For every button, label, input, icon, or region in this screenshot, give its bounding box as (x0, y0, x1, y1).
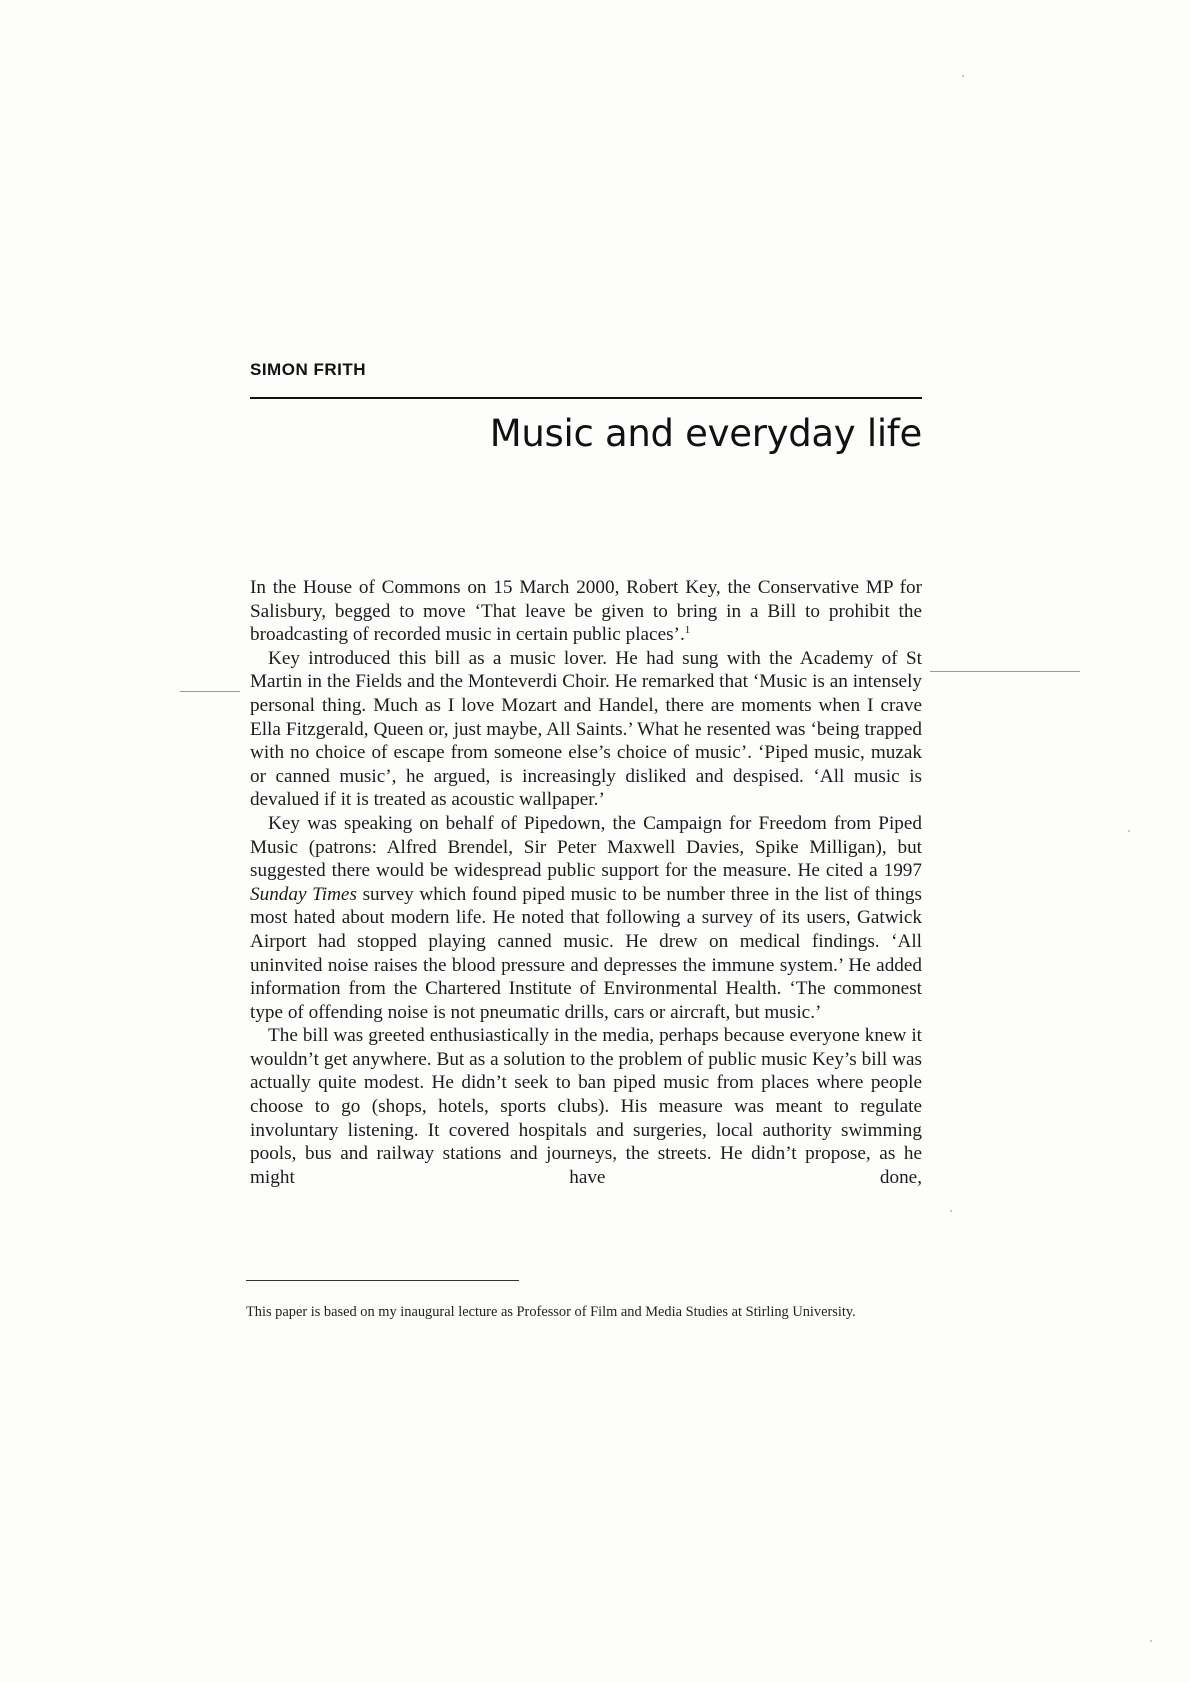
scan-speck (1128, 830, 1130, 832)
footnote-rule (246, 1280, 519, 1281)
paragraph-4: The bill was greeted enthusiastically in the media, perhaps because everyone knew it wouldn’t get anywhere. But as a solution to the problem of public music Key’s bill was actually quite modest. He didn’t seek to ban piped music from places where people choose to go (shops, hotels, sports clubs). His measure was meant to regulate involuntary listening. It covered hospitals and surgeries, local authority swimming pools, bus and railway stations and journeys, the streets. He didn’t propose, as he might have done, (250, 1025, 922, 1188)
paragraph-1-text: In the House of Commons on 15 March 2000, Robert Key, the Conservative MP for Salisbury, begged to move ‘That leave be given to bring in a Bill to prohibit the broadcasting of recorded music in certain public places’. (250, 577, 922, 646)
paragraph-3-text-a: Key was speaking on behalf of Pipedown, the Campaign for Freedom from Piped Music (patrons: Alfred Brendel, Sir Peter Maxwell Davies, Spike Milligan), but suggested there would be widespread public support for the measure. He cited a 1997 (250, 812, 922, 882)
footnote-marker: 1 (684, 624, 691, 637)
scan-artifact-left (180, 691, 240, 692)
scan-speck (962, 75, 964, 77)
scan-speck (950, 1210, 952, 1212)
article-body (250, 576, 922, 1189)
publication-name: Sunday Times (250, 883, 357, 905)
paragraph-3-text-b: survey which found piped music to be number three in the list of things most hated about modern life. He noted that following a survey of its users, Gatwick Airport had stopped playing canned music. He drew on medical findings. ‘All uninvited noise raises the blood pressure and depresses the immune system.’ He added information from the Chartered Institute of Environmental Health. ‘The commonest type of offending noise is not pneumatic drills, cars or aircraft, but music.’ (250, 883, 922, 1023)
footnote: This paper is based on my inaugural lecture as Professor of Film and Media Studies at Stirling University. (246, 1304, 856, 1320)
scan-speck (1150, 1640, 1152, 1642)
title-rule (250, 397, 922, 399)
article-title: Music and everyday life (489, 412, 922, 455)
paragraph-2: Key introduced this bill as a music lover. He had sung with the Academy of St Martin in the Fields and the Monteverdi Choir. He remarked that ‘Music is an intensely personal thing. Much as I love Mozart and Handel, there are moments when I crave Ella Fitzgerald, Queen or, just maybe, All Saints.’ What he resented was ‘being trapped with no choice of escape from someone else’s choice of music’. ‘Piped music, muzak or canned music’, he argued, is increasingly disliked and despised. ‘All music is devalued if it is treated as acoustic wallpaper.’ (250, 647, 922, 811)
scan-artifact-right (930, 671, 1080, 672)
paragraph-1 (250, 576, 922, 647)
author-name: SIMON FRITH (250, 360, 366, 379)
paragraph-3 (250, 812, 922, 1024)
